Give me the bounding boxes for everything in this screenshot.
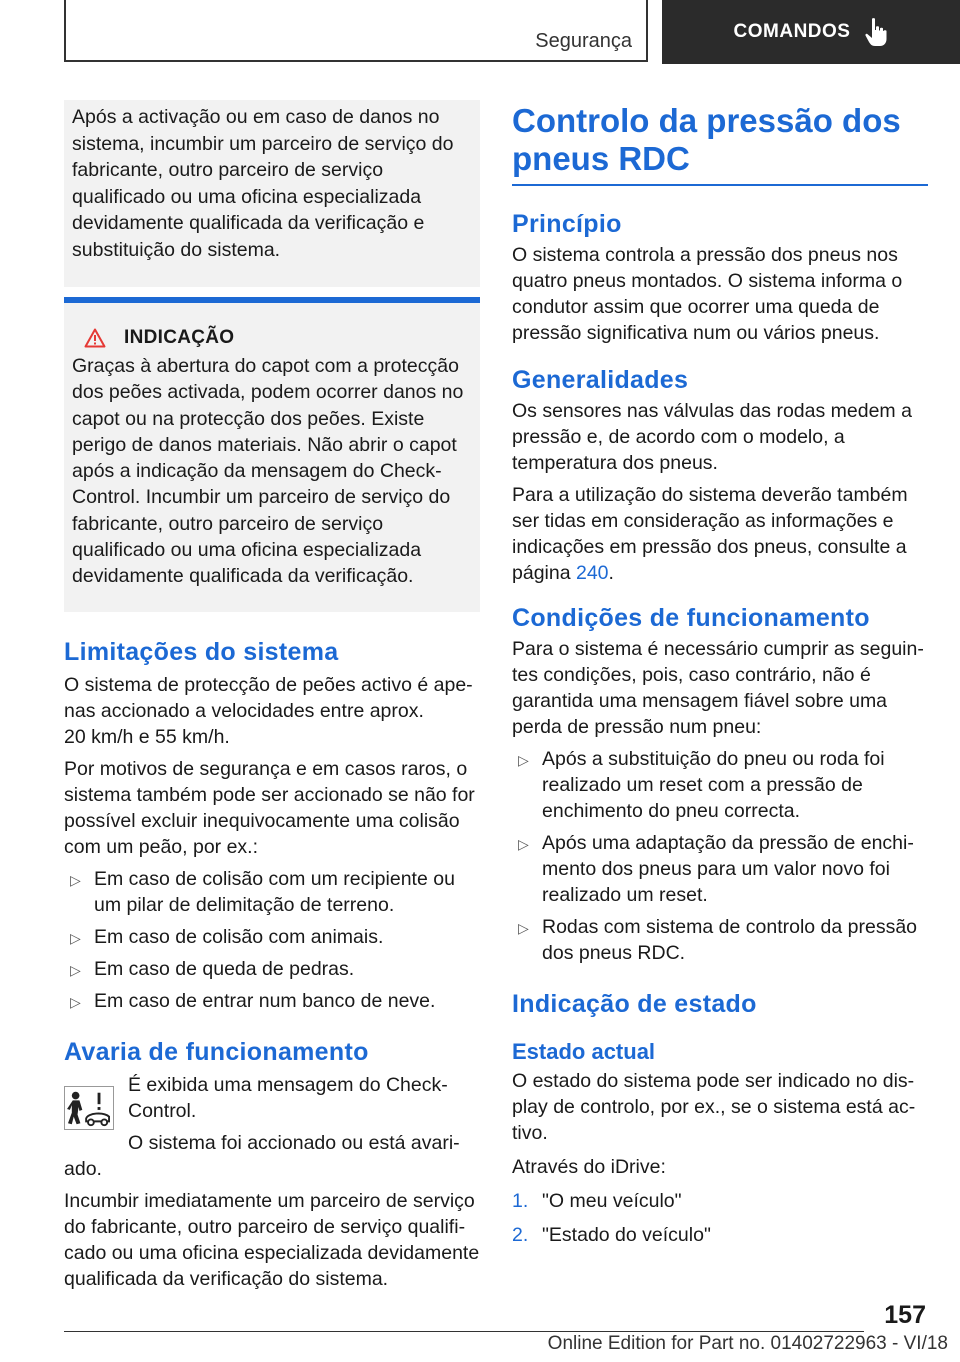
general-heading: Generalidades [512, 366, 689, 394]
pedestrian-protection-icon [64, 1086, 114, 1130]
triangle-bullet-icon: ▷ [518, 836, 529, 852]
triangle-bullet-icon: ▷ [70, 993, 81, 1010]
fault-heading: Avaria de funcionamento [64, 1037, 369, 1066]
current-status-text: O estado do sistema pode ser indicado no display de controlo, por ex., se o sistema está activo. [512, 1070, 916, 1144]
warning-box [64, 297, 480, 612]
limitations-text-1: O sistema de protecção de peões activo é apenas accionado a velocidades entre aprox. 20 km/h e 55 km/h. [64, 673, 473, 748]
idrive-text: Através do iDrive: [512, 1156, 666, 1178]
conditions-heading: Condições de funcionamento [512, 604, 870, 632]
triangle-bullet-icon: ▷ [518, 920, 529, 936]
left-column [64, 100, 480, 1292]
warning-triangle-icon [84, 328, 106, 348]
conditions-list [512, 746, 928, 966]
fault-text-1: É exibida uma mensagem do Check-Control. [128, 1073, 448, 1122]
limitations-heading: Limitações do sistema [64, 637, 339, 666]
limitations-text-2: Por motivos de segurança e em casos raros, o sistema também pode ser accionado se não for possível excluir inequivocamente uma colisão com um peão, por ex.: [64, 757, 475, 858]
header-frame [64, 0, 648, 62]
chapter-tab[interactable] [662, 0, 960, 64]
list-item: ▷ Rodas com sistema de controlo da pressão dos pneus RDC. [518, 916, 918, 964]
right-column [512, 102, 928, 1248]
status-heading: Indicação de estado [512, 990, 757, 1018]
page-link[interactable]: 240 [575, 562, 609, 584]
list-item: 1. "O meu veículo" [512, 1190, 682, 1212]
triangle-bullet-icon: ▷ [70, 961, 81, 978]
limitations-list [64, 866, 480, 1014]
footer-divider [64, 1331, 864, 1332]
list-item: ▷ Em caso de queda de pedras. [64, 956, 480, 982]
info-box-text: Após a activação ou em caso de danos no sistema, incumbir um parceiro de serviço do fabricante, outro parceiro de serviço qualificado ou uma oficina especializada devidamente qualificada da verificação e substituição do sistema. [72, 106, 454, 261]
footer-edition: Online Edition for Part no. 01402722963 - VI/18 [547, 1333, 948, 1354]
warning-text: Graças à abertura do capot com a protecção dos peões activada, podem ocorrer danos no capot ou na protecção dos peões. Existe perigo de danos materiais. Não abrir o capot após a indicação da mensagem do Check-Control. Incumbir um parceiro de serviço do fabricante, outro parceiro de serviço qualificado ou uma oficina especializada devidamente qualificada da verificação. [72, 355, 464, 588]
list-item: ▷ Após a substituição do pneu ou roda foi realizado um reset com a pressão de enchimento do pneu correcta. [518, 748, 885, 822]
triangle-bullet-icon: ▷ [70, 929, 81, 946]
list-item: ▷ Em caso de colisão com animais. [64, 924, 480, 950]
triangle-bullet-icon: ▷ [518, 752, 529, 768]
warning-title: INDICAÇÃO [124, 327, 235, 348]
page-number: 157 [884, 1301, 926, 1329]
principle-heading: Princípio [512, 210, 622, 238]
general-text-2: Para a utilização do sistema deverão também ser tidas em consideração as informações e indicações em pressão dos pneus, consulte a página 240. [512, 484, 908, 584]
page-title: Controlo da pressão dos pneus RDC [512, 102, 928, 186]
chapter-tab-label: COMANDOS [733, 21, 851, 42]
triangle-bullet-icon: ▷ [70, 871, 81, 888]
general-text-1: Os sensores nas válvulas das rodas medem a pressão e, de acordo com o modelo, a temperatura dos pneus. [512, 400, 912, 474]
list-item: ▷ Após uma adaptação da pressão de enchimento dos pneus para um valor novo foi realizado um reset. [518, 832, 914, 906]
list-item: ▷ Em caso de colisão com um recipiente ou um pilar de delimitação de terreno. [70, 867, 455, 916]
list-item: 2. "Estado do veículo" [512, 1224, 711, 1246]
warning-header [72, 327, 472, 349]
section-title: Segurança [535, 30, 632, 52]
info-box [64, 100, 480, 287]
principle-text: O sistema controla a pressão dos pneus nos quatro pneus montados. O sistema informa o condutor assim que ocorrer uma queda de pressão significativa num ou vários pneus. [512, 244, 903, 344]
conditions-text: Para o sistema é necessário cumprir as seguintes condições, pois, caso contrário, não é garantida uma mensagem fiável sobre uma perda de pressão num pneu: [512, 638, 924, 738]
fault-text-3: Incumbir imediatamente um parceiro de serviço do fabricante, outro parceiro de serviço qualificado ou uma oficina especializada devidamente qualificada da verificação do sistema. [64, 1189, 480, 1290]
fault-text-2: O sistema foi accionado ou está avariado. [64, 1131, 460, 1180]
steps-list [512, 1188, 928, 1248]
fault-section [64, 1072, 480, 1292]
list-item: ▷ Em caso de entrar num banco de neve. [64, 988, 480, 1014]
hand-pointer-icon [864, 17, 888, 47]
current-status-heading: Estado actual [512, 1039, 656, 1064]
